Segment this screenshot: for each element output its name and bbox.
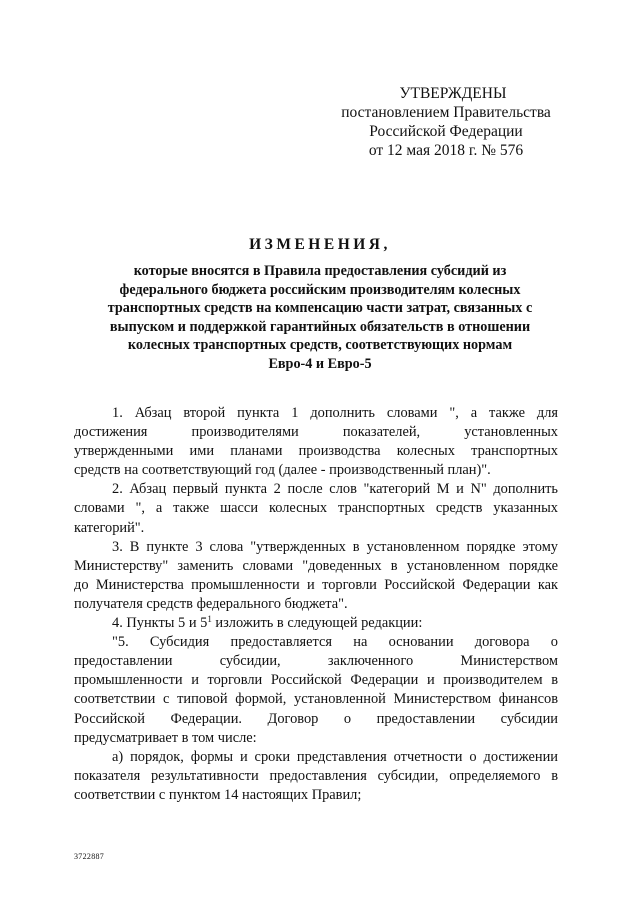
- text-line: соответствии с типовой формой, установленной Министерством финансов: [74, 691, 558, 708]
- subheading-line: транспортных средств на компенсацию части затрат, связанных с: [107, 300, 533, 316]
- text-line: до Министерства промышленности и торговли Российской Федерации как: [74, 576, 558, 593]
- text-line: 1. Абзац второй пункта 1 дополнить словами ", а также для: [112, 405, 558, 421]
- paragraph-4: [74, 614, 558, 633]
- approval-block: [336, 84, 556, 160]
- text-line: словами ", а также шасси колесных транспортных средств указанных: [74, 500, 558, 517]
- text-line: Российской Федерации. Договор о предоставлении субсидии: [74, 710, 558, 727]
- text-line: Министерству" заменить словами "доведенных в установленном порядке: [74, 557, 558, 574]
- text-line: категорий".: [74, 519, 145, 536]
- text-line: промышленности и торговли Российской Федерации и производителем в: [74, 672, 558, 689]
- text-line: утвержденными ими планами производства колесных транспортных: [74, 443, 558, 460]
- paragraph-1: [74, 404, 558, 480]
- approval-date-line: от 12 мая 2018 г. № 576: [368, 142, 524, 159]
- text-line: получателя средств федерального бюджета".: [74, 595, 348, 612]
- subheading-line: колесных транспортных средств, соответствующих нормам: [127, 337, 513, 353]
- text-line: достижения производителями показателей, установленных: [74, 424, 558, 441]
- document-body: [74, 404, 558, 805]
- paragraph-6: [74, 748, 558, 805]
- p4-superscript: 1: [207, 614, 212, 625]
- text-line: а) порядок, формы и сроки представления отчетности о достижении: [112, 748, 558, 765]
- text-line: 2. Абзац первый пункта 2 после слов "категорий M и N" дополнить: [112, 481, 558, 498]
- document-number: 3722887: [74, 852, 105, 861]
- subheading-line: Евро-4 и Евро-5: [268, 355, 372, 372]
- p4-after: изложить в следующей редакции:: [211, 615, 423, 632]
- paragraph-2: [74, 480, 558, 537]
- text-line: предоставлении субсидии, заключенного Министерством: [74, 653, 558, 670]
- text-line: [74, 614, 558, 633]
- text-line: соответствии с пунктом 14 настоящих Правил;: [74, 786, 362, 803]
- p4-before: 4. Пункты 5 и 5: [112, 615, 208, 632]
- document-subheading: [70, 262, 570, 373]
- text-line: средств на соответствующий год (далее - производственный план)".: [74, 462, 491, 479]
- subheading-line: федерального бюджета российским производителям колесных: [119, 281, 521, 298]
- subheading-line: которые вносятся в Правила предоставления субсидий из: [133, 263, 507, 279]
- document-heading: ИЗМЕНЕНИЯ,: [249, 236, 391, 253]
- paragraph-3: [74, 538, 558, 614]
- text-line: предусматривает в том числе:: [74, 729, 257, 746]
- subheading-line: выпуском и поддержкой гарантийных обязательств в отношении: [109, 318, 531, 335]
- approval-title: УТВЕРЖДЕНЫ: [399, 85, 507, 102]
- text-line: показателя результативности предоставления субсидии, определяемого в: [74, 767, 558, 784]
- text-line: 3. В пункте 3 слова "утвержденных в установленном порядке этому: [112, 538, 558, 555]
- approval-line: Российской Федерации: [369, 123, 523, 140]
- text-line: "5. Субсидия предоставляется на основании договора о: [112, 634, 558, 651]
- paragraph-5: [74, 633, 558, 748]
- approval-line: постановлением Правительства: [341, 104, 551, 121]
